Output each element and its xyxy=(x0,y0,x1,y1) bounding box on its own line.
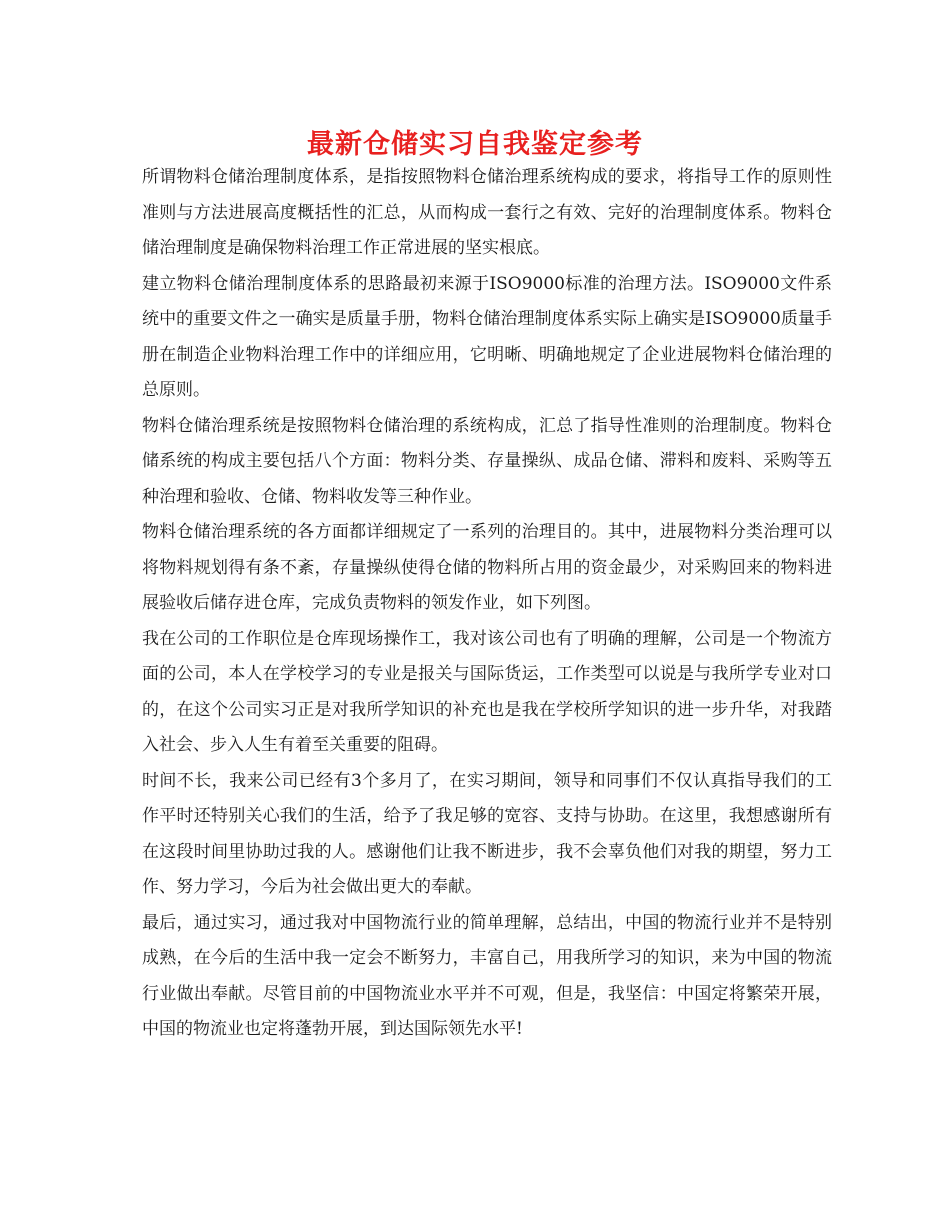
paragraph: 物料仓储治理系统的各方面都详细规定了一系列的治理目的。其中，进展物料分类治理可以将物料规划得有条不紊，存量操纵使得仓储的物料所占用的资金最少，对采购回来的物料进展验收后储存进仓库，完成负责物料的领发作业，如下列图。 xyxy=(142,522,832,613)
paragraph: 建立物料仓储治理制度体系的思路最初来源于ISO9000标准的治理方法。ISO9000文件系统中的重要文件之一确实是质量手册，物料仓储治理制度体系实际上确实是ISO9000质量手册在制造企业物料治理工作中的详细应用，它明晰、明确地规定了企业进展物料仓储治理的总原则。 xyxy=(142,273,832,400)
paragraph: 时间不长，我来公司已经有3个多月了，在实习期间，领导和同事们不仅认真指导我们的工作平时还特别关心我们的生活，给予了我足够的宽容、支持与协助。在这里，我想感谢所有在这段时间里协助过我的人。感谢他们让我不断进步，我不会辜负他们对我的期望，努力工作、努力学习，今后为社会做出更大的奉献。 xyxy=(142,770,832,897)
document-title: 最新仓储实习自我鉴定参考 xyxy=(307,129,643,160)
paragraph: 物料仓储治理系统是按照物料仓储治理的系统构成，汇总了指导性准则的治理制度。物料仓储系统的构成主要包括八个方面：物料分类、存量操纵、成品仓储、滞料和废料、采购等五种治理和验收、仓储、物料收发等三种作业。 xyxy=(142,415,832,507)
paragraph: 我在公司的工作职位是仓库现场操作工，我对该公司也有了明确的理解，公司是一个物流方面的公司，本人在学校学习的专业是报关与国际货运，工作类型可以说是与我所学专业对口的，在这个公司实习正是对我所学知识的补充也是我在学校所学知识的进一步升华，对我踏入社会、步入人生有着至关重要的阻碍。 xyxy=(142,628,832,755)
paragraph: 最后，通过实习，通过我对中国物流行业的简单理解，总结出，中国的物流行业并不是特别成熟，在今后的生活中我一定会不断努力，丰富自己，用我所学习的知识，来为中国的物流行业做出奉献。尽管目前的中国物流业水平并不可观，但是，我坚信：中国定将繁荣开展，中国的物流业也定将蓬勃开展，到达国际领先水平! xyxy=(142,912,832,1039)
document-body xyxy=(142,160,832,1048)
paragraph: 所谓物料仓储治理制度体系，是指按照物料仓储治理系统构成的要求，将指导工作的原则性准则与方法进展高度概括性的汇总，从而构成一套行之有效、完好的治理制度体系。物料仓储治理制度是确保物料治理工作正常进展的坚实根底。 xyxy=(142,167,832,258)
